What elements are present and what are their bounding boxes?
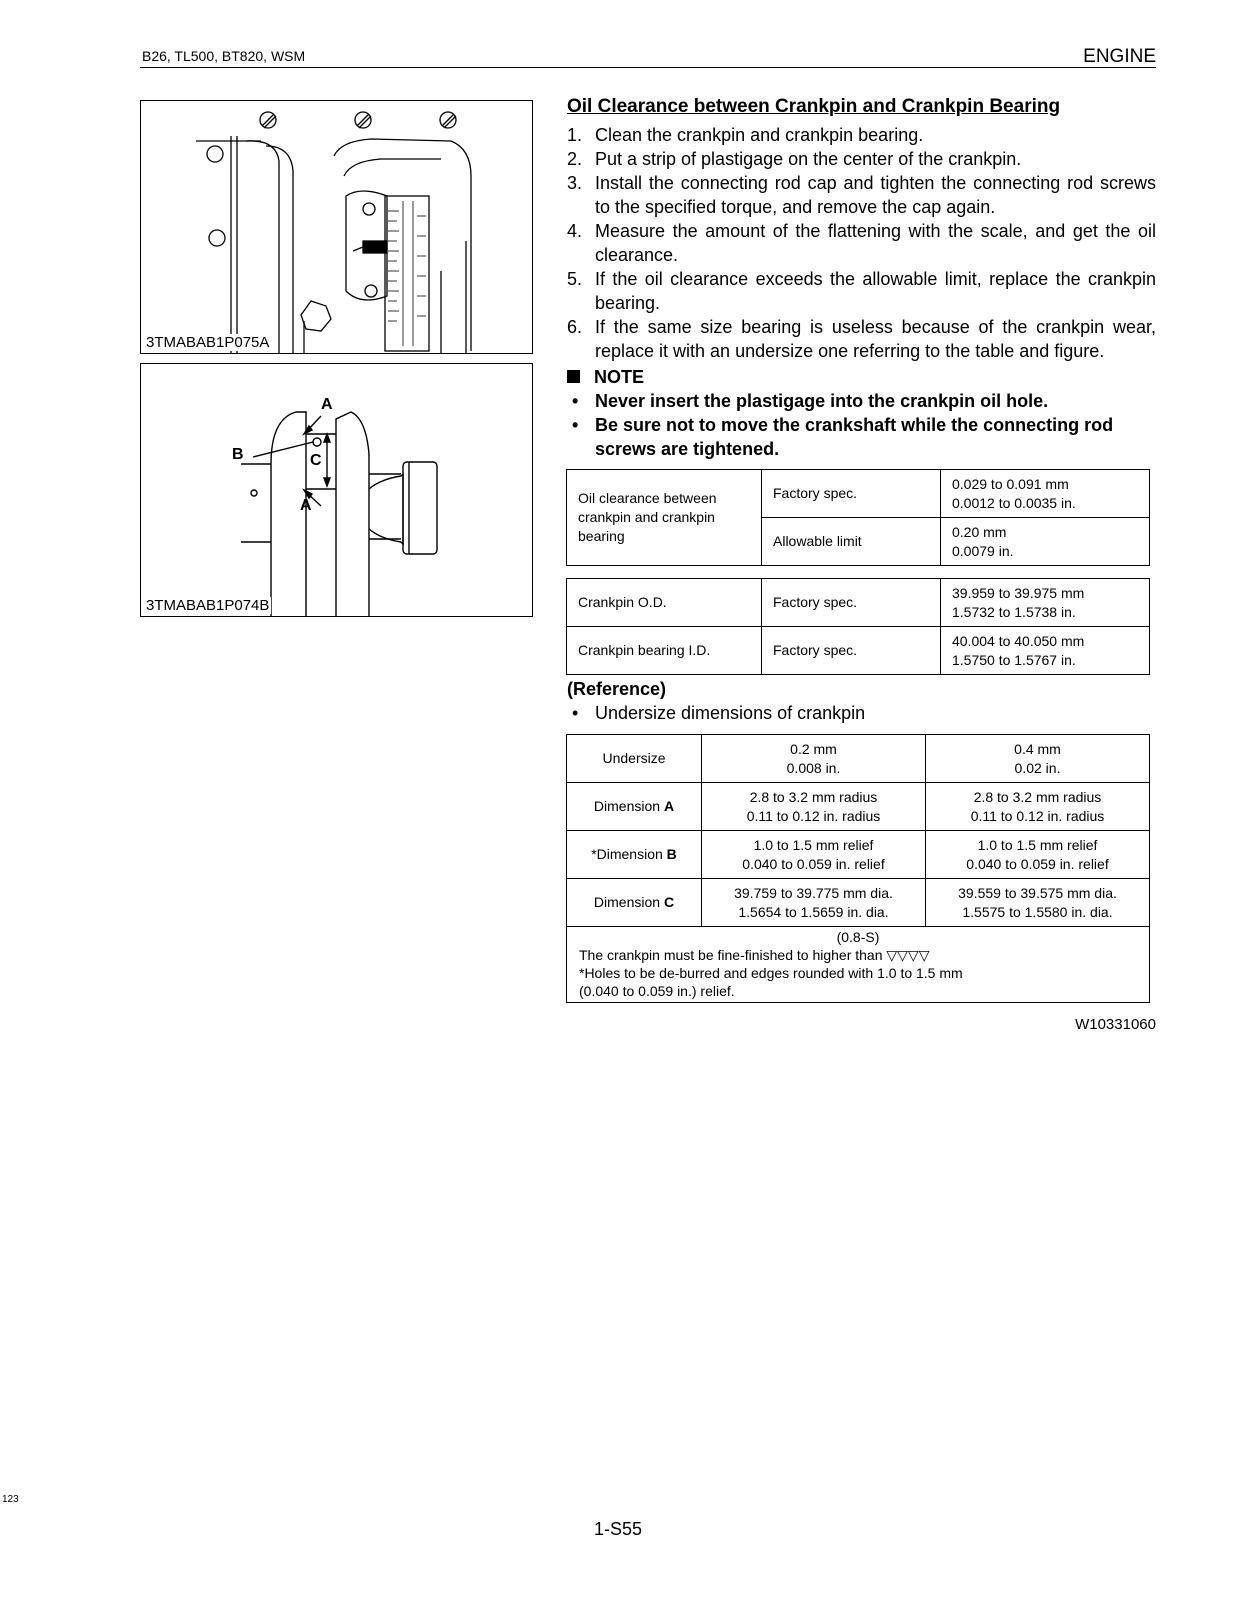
undersize-cell: 2.8 to 3.2 mm radius 0.11 to 0.12 in. radius	[926, 783, 1150, 831]
bullet-icon: •	[572, 391, 579, 411]
step-item: 3. Install the connecting rod cap and tighten the connecting rod screws to the specified torque, and remove the cap again.	[567, 173, 1156, 217]
label-c: C	[310, 452, 322, 469]
reference-item: • Undersize dimensions of crankpin	[572, 703, 866, 723]
undersize-cell: 2.8 to 3.2 mm radius 0.11 to 0.12 in. radius	[702, 783, 926, 831]
spec-value: 0.20 mm 0.0079 in.	[941, 518, 1150, 566]
spec-item: Crankpin O.D.	[567, 579, 762, 627]
undersize-row-label: Dimension A	[567, 783, 702, 831]
crankshaft-illustration	[141, 364, 532, 616]
procedure-steps	[567, 123, 1156, 363]
header-section: ENGINE	[1083, 46, 1156, 67]
note-item: • Be sure not to move the crankshaft while the connecting rod screws are tightened.	[572, 415, 1114, 459]
bullet-icon: •	[572, 415, 579, 435]
figure-caption: 3TMABAB1P074B	[146, 597, 270, 614]
undersize-row-label: Undersize	[567, 735, 702, 783]
undersize-cell: 39.559 to 39.575 mm dia. 1.5575 to 1.5580 in. dia.	[926, 879, 1150, 927]
side-page-number: 123	[2, 1494, 19, 1505]
label-b: B	[232, 446, 244, 463]
undersize-table	[566, 734, 1150, 1003]
note-square-icon	[567, 370, 580, 383]
figure-caption: 3TMABAB1P075A	[146, 334, 270, 351]
undersize-cell: 0.4 mm 0.02 in.	[926, 735, 1150, 783]
section-title: Oil Clearance between Crankpin and Crankpin Bearing	[567, 96, 1061, 117]
header-model: B26, TL500, BT820, WSM	[142, 48, 306, 64]
undersize-row-label: *Dimension B	[567, 831, 702, 879]
footnote-code: (0.8-S)	[836, 929, 880, 945]
figure-crankshaft	[140, 363, 533, 617]
undersize-footnote	[567, 927, 1150, 1003]
spec-item: Crankpin bearing I.D.	[567, 627, 762, 675]
undersize-cell: 1.0 to 1.5 mm relief 0.040 to 0.059 in. relief	[702, 831, 926, 879]
crankpin-spec-table	[566, 578, 1150, 675]
spec-item: Oil clearance between crankpin and crankpin bearing	[567, 470, 762, 566]
document-code: W10331060	[1075, 1016, 1156, 1033]
plastigage-illustration	[141, 101, 532, 353]
footnote-line: (0.040 to 0.059 in.) relief.	[579, 983, 735, 999]
note-list	[567, 389, 1156, 461]
step-item: 2. Put a strip of plastigage on the center of the crankpin.	[567, 149, 1022, 169]
spec-value: 39.959 to 39.975 mm 1.5732 to 1.5738 in.	[941, 579, 1150, 627]
step-item: 5. If the oil clearance exceeds the allowable limit, replace the crankpin bearing.	[567, 269, 1156, 313]
header-rule	[140, 67, 1156, 68]
spec-label: Factory spec.	[762, 579, 941, 627]
step-item: 6. If the same size bearing is useless because of the crankpin wear, replace it with an undersize one referring to the table and figure.	[567, 317, 1156, 361]
label-a-top: A	[321, 396, 333, 413]
reference-title: (Reference)	[567, 679, 667, 699]
label-a-bottom: A	[300, 497, 312, 514]
spec-label: Factory spec.	[762, 470, 941, 518]
undersize-cell: 1.0 to 1.5 mm relief 0.040 to 0.059 in. relief	[926, 831, 1150, 879]
undersize-cell: 39.759 to 39.775 mm dia. 1.5654 to 1.5659 in. dia.	[702, 879, 926, 927]
undersize-cell: 0.2 mm 0.008 in.	[702, 735, 926, 783]
spec-value: 40.004 to 40.050 mm 1.5750 to 1.5767 in.	[941, 627, 1150, 675]
note-heading: NOTE	[567, 367, 1156, 388]
figure-plastigage	[140, 100, 533, 354]
footnote-line: *Holes to be de-burred and edges rounded with 1.0 to 1.5 mm	[579, 965, 963, 981]
bullet-icon: •	[572, 703, 579, 723]
oil-clearance-spec-table	[566, 469, 1150, 566]
step-item: 4. Measure the amount of the flattening with the scale, and get the oil clearance.	[567, 221, 1156, 265]
page-number: 1-S55	[593, 1519, 643, 1539]
step-item: 1. Clean the crankpin and crankpin bearing.	[567, 125, 924, 145]
spec-label: Factory spec.	[762, 627, 941, 675]
undersize-row-label: Dimension C	[567, 879, 702, 927]
spec-value: 0.029 to 0.091 mm 0.0012 to 0.0035 in.	[941, 470, 1150, 518]
spec-label: Allowable limit	[762, 518, 941, 566]
note-item: • Never insert the plastigage into the crankpin oil hole.	[572, 391, 1049, 411]
footnote-line: The crankpin must be fine-finished to higher than ▽▽▽▽	[579, 947, 930, 963]
